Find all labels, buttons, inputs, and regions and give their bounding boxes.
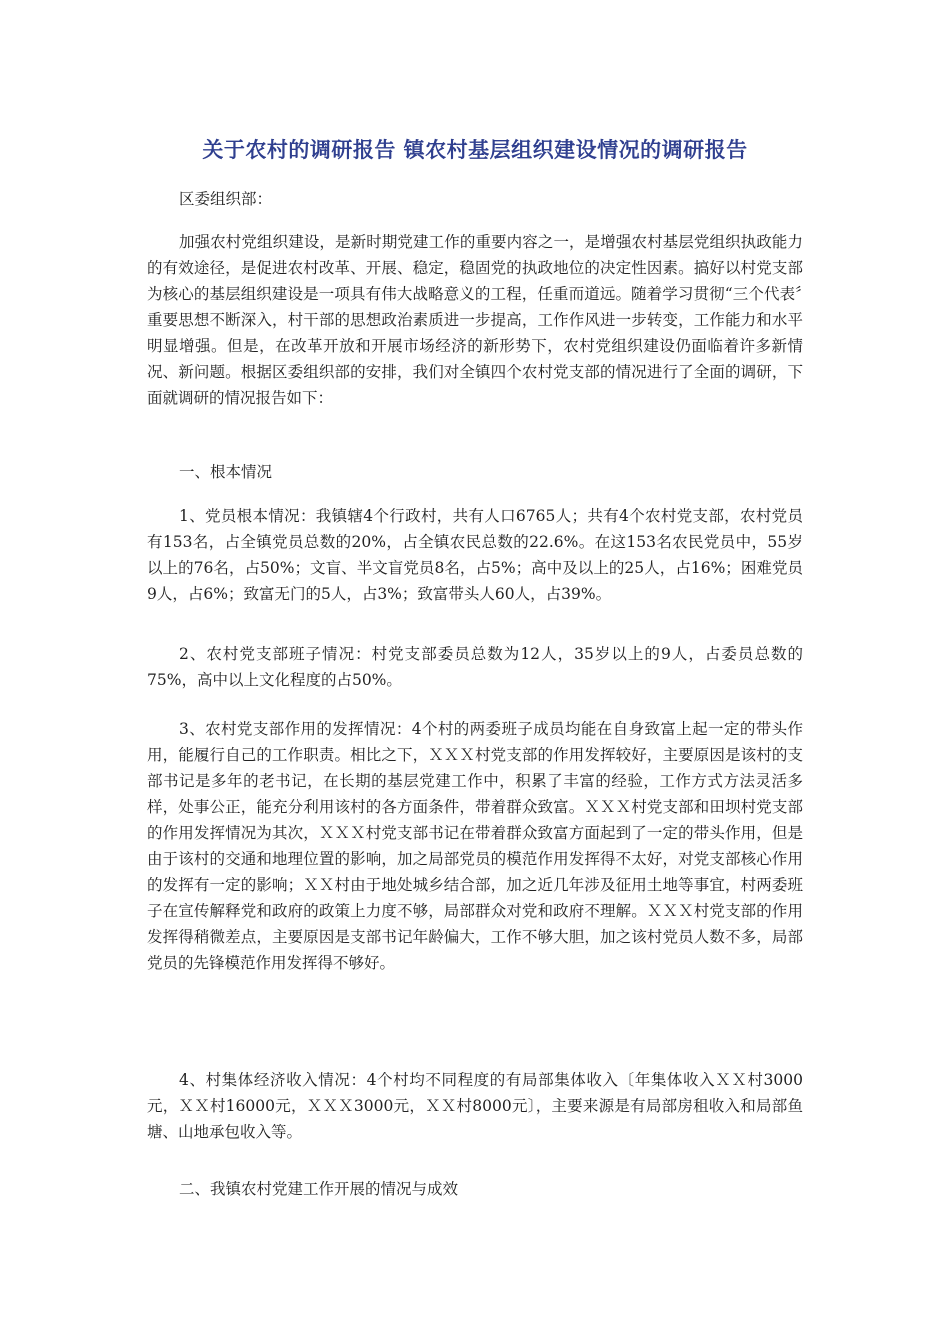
document-title: 关于农村的调研报告 镇农村基层组织建设情况的调研报告 (202, 138, 748, 162)
intro-paragraph: 加强农村党组织建设，是新时期党建工作的重要内容之一，是增强农村基层党组织执政能力的有效途径，是促进农村改革、开展、稳定，稳固党的执政地位的决定性因素。搞好以村党支部为核心的基层组织建设是一项具有伟大战略意义的工程，任重而道远。随着学习贯彻“三个代表〞重要思想不断深入，村干部的思想政治素质进一步提高，工作作风进一步转变，工作能力和水平明显增强。但是，在改革开放和开展市场经济的新形势下，农村党组织建设仍面临着许多新情况、新问题。根据区委组织部的安排，我们对全镇四个农村党支部的情况进行了全面的调研，下面就调研的情况报告如下： (147, 233, 803, 407)
section-heading-basic-situation: 一、根本情况 (179, 463, 273, 481)
paragraph-branch-committee: 2、农村党支部班子情况：村党支部委员总数为12人，35岁以上的9人，占委员总数的75%，高中以上文化程度的占50%。 (147, 645, 803, 689)
salutation: 区委组织部： (179, 190, 273, 208)
paragraph-party-members: 1、党员根本情况：我镇辖4个行政村，共有人口6765人；共有4个农村党支部，农村党员有153名，占全镇党员总数的20%，占全镇农民总数的22.6%。在这153名农民党员中，55岁以上的76名，占50%；文盲、半文盲党员8名，占5%；高中及以上的25人，占16%；困难党员9人，占6%；致富无门的5人，占3%；致富带头人60人，占39%。 (147, 507, 803, 603)
section-heading-work-results: 二、我镇农村党建工作开展的情况与成效 (179, 1180, 459, 1198)
paragraph-branch-role: 3、农村党支部作用的发挥情况：4个村的两委班子成员均能在自身致富上起一定的带头作用，能履行自己的工作职责。相比之下，ＸＸＸ村党支部的作用发挥较好，主要原因是该村的支部书记是多年的老书记，在长期的基层党建工作中，积累了丰富的经验，工作方式方法灵活多样，处事公正，能充分利用该村的各方面条件，带着群众致富。ＸＸＸ村党支部和田坝村党支部的作用发挥情况为其次，ＸＸＸ村党支部书记在带着群众致富方面起到了一定的带头作用，但是由于该村的交通和地理位置的影响，加之局部党员的模范作用发挥得不太好，对党支部核心作用的发挥有一定的影响；ＸＸ村由于地处城乡结合部，加之近几年涉及征用土地等事宜，村两委班子在宣传解释党和政府的政策上力度不够，局部群众对党和政府不理解。ＸＸＸ村党支部的作用发挥得稍微差点，主要原因是支部书记年龄偏大，工作不够大胆，加之该村党员人数不多，局部党员的先锋模范作用发挥得不够好。 (147, 720, 803, 972)
paragraph-collective-income: 4、村集体经济收入情况：4个村均不同程度的有局部集体收入〔年集体收入ＸＸ村3000元，ＸＸ村16000元，ＸＸＸ3000元，ＸＸ村8000元〕，主要来源是有局部房租收入和局部鱼塘、山地承包收入等。 (147, 1071, 803, 1141)
